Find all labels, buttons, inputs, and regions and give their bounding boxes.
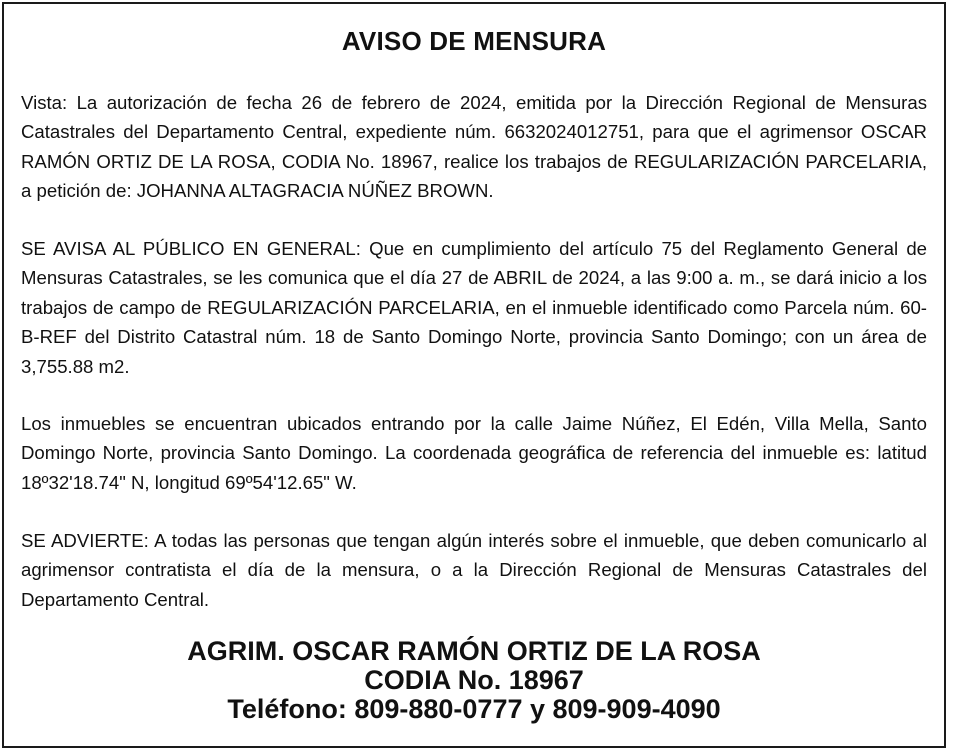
signature-block xyxy=(4,637,944,724)
paragraph-authorization: Vista: La autorización de fecha 26 de febrero de 2024, emitida por la Dirección Regional de Mensuras Catastrales del Departamento Central, expediente núm. 6632024012751, para que el agrimensor OSCAR RAMÓN ORTIZ DE LA ROSA, CODIA No. 18967, realice los trabajos de REGULARIZACIÓN PARCELARIA, a petición de: JOHANNA ALTAGRACIA NÚÑEZ BROWN. xyxy=(21,92,927,202)
notice-frame xyxy=(2,2,946,748)
paragraph-public-notice: SE AVISA AL PÚBLICO EN GENERAL: Que en cumplimiento del artículo 75 del Reglamento General de Mensuras Catastrales, se les comunica que el día 27 de ABRIL de 2024, a las 9:00 a. m., se dará inicio a los trabajos de campo de REGULARIZACIÓN PARCELARIA, en el inmueble identificado como Parcela núm. 60-B-REF del Distrito Catastral núm. 18 de Santo Domingo Norte, provincia Santo Domingo; con un área de 3,755.88 m2. xyxy=(21,238,927,377)
notice-title: AVISO DE MENSURA xyxy=(341,26,607,56)
paragraph-location: Los inmuebles se encuentran ubicados entrando por la calle Jaime Núñez, El Edén, Villa Mella, Santo Domingo Norte, provincia Santo Domingo. La coordenada geográfica de referencia del inmueble es: latitud 18º32'18.74" N, longitud 69º54'12.65" W. xyxy=(21,413,927,493)
paragraph-warning: SE ADVIERTE: A todas las personas que tengan algún interés sobre el inmueble, que deben comunicarlo al agrimensor contratista el día de la mensura, o a la Dirección Regional de Mensuras Catastrales del Departamento Central. xyxy=(21,530,927,610)
surveyor-name: AGRIM. OSCAR RAMÓN ORTIZ DE LA ROSA xyxy=(187,636,761,666)
phone-numbers: Teléfono: 809-880-0777 y 809-909-4090 xyxy=(227,694,721,724)
codia-number: CODIA No. 18967 xyxy=(364,665,584,695)
